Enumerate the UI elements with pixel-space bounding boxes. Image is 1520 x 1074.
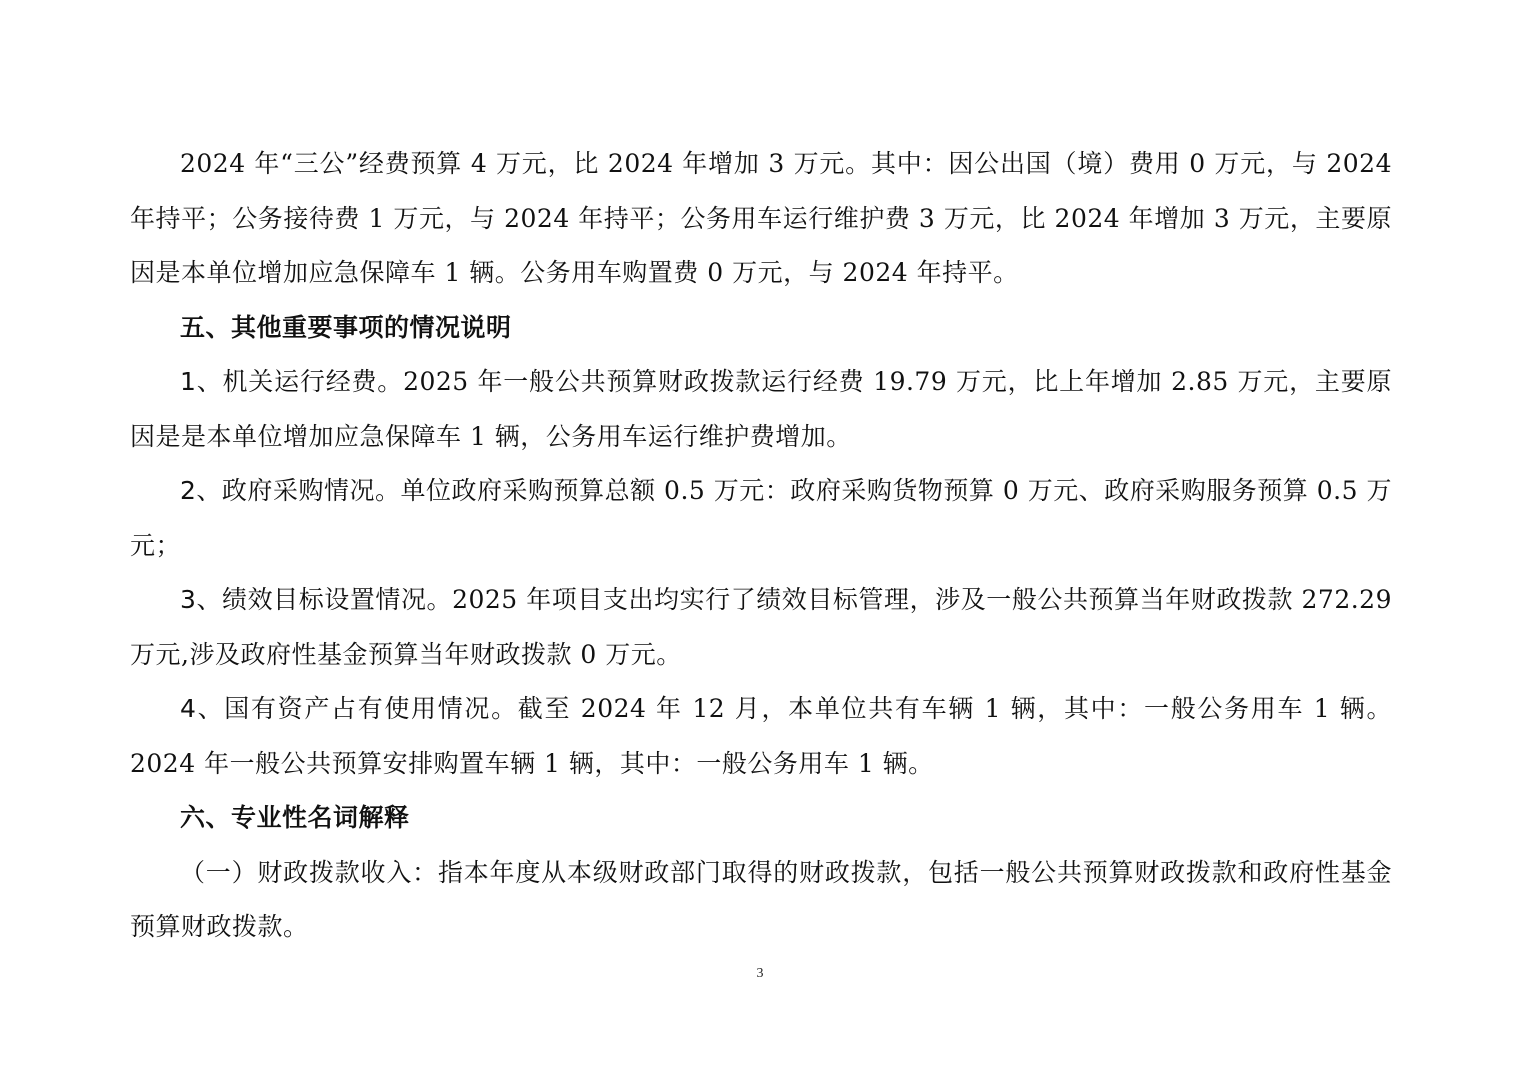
paragraph-body-state-assets: 截至 2024 年 12 月，本单位共有车辆 1 辆，其中：一般公务用车 1 辆。2024 年一般公共预算安排购置车辆 1 辆，其中：一般公务用车 1 辆。 <box>130 694 1392 778</box>
paragraph-body-performance-targets: 2025 年项目支出均实行了绩效目标管理，涉及一般公共预算当年财政拨款 272.29 万元,涉及政府性基金预算当年财政拨款 0 万元。 <box>130 585 1392 669</box>
document-body <box>130 137 1392 955</box>
paragraph-body-procurement: 单位政府采购预算总额 0.5 万元：政府采购货物预算 0 万元、政府采购服务预算 0.5 万元； <box>130 476 1392 560</box>
paragraph-lead-performance-targets: 3、绩效目标设置情况。 <box>180 585 453 614</box>
paragraph-performance-targets <box>130 573 1392 682</box>
paragraph-sangong-budget: 2024 年“三公”经费预算 4 万元，比 2024 年增加 3 万元。其中：因公出国（境）费用 0 万元，与 2024 年持平；公务接待费 1 万元，与 2024 年持平；公务用车运行维护费 3 万元，比 2024 年增加 3 万元，主要原因是本单位增加应急保障车 1 辆。公务用车购置费 0 万元，与 2024 年持平。 <box>130 149 1392 287</box>
paragraph-procurement <box>130 464 1392 573</box>
paragraph-lead-operating-expenses: 1、机关运行经费。 <box>180 367 404 396</box>
paragraph-body-operating-expenses: 2025 年一般公共预算财政拨款运行经费 19.79 万元，比上年增加 2.85 万元，主要原因是是本单位增加应急保障车 1 辆，公务用车运行维护费增加。 <box>130 367 1392 451</box>
section-heading-other-matters: 五、其他重要事项的情况说明 <box>180 312 512 342</box>
paragraph-state-assets <box>130 682 1392 791</box>
page-number: 3 <box>756 966 764 981</box>
paragraph-lead-procurement: 2、政府采购情况。 <box>180 476 401 505</box>
section-heading-glossary: 六、专业性名词解释 <box>180 803 410 832</box>
paragraph-body-fiscal-appropriation: 指本年度从本级财政部门取得的财政拨款，包括一般公共预算财政拨款和政府性基金预算财政拨款。 <box>130 857 1392 941</box>
paragraph-lead-state-assets: 4、国有资产占有使用情况。 <box>180 694 518 723</box>
paragraph-operating-expenses <box>130 355 1392 464</box>
paragraph-fiscal-appropriation-definition <box>130 846 1392 955</box>
paragraph-lead-fiscal-appropriation: （一）财政拨款收入： <box>180 857 438 887</box>
